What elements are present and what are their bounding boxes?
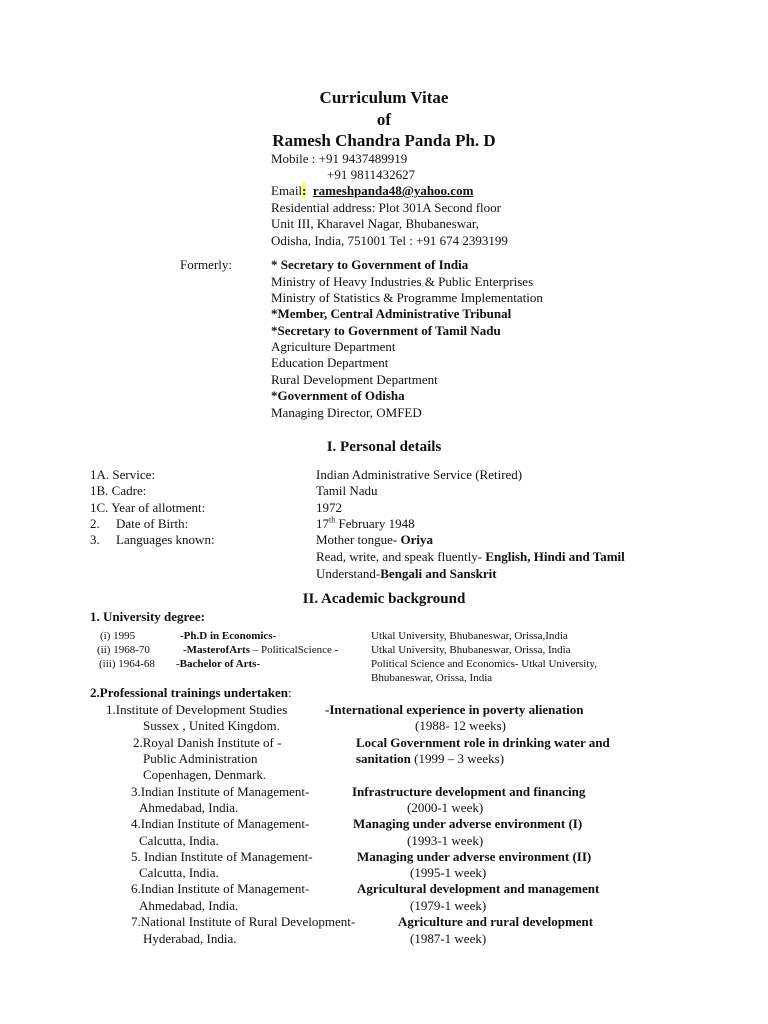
training-location: Calcutta, India. xyxy=(139,865,219,880)
cadre-label: 1B. Cadre: xyxy=(90,483,147,498)
training-location: Ahmedabad, India. xyxy=(139,800,239,815)
training-duration: (1995-1 week) xyxy=(410,865,487,880)
formerly-line: Ministry of Heavy Industries & Public Enterprises xyxy=(271,274,534,289)
degree-institution: Political Science and Economics- Utkal University, xyxy=(371,658,597,670)
cadre-value: Tamil Nadu xyxy=(316,483,378,498)
university-degree-heading: 1. University degree: xyxy=(90,609,205,624)
training-duration: (1979-1 week) xyxy=(410,898,487,913)
training-topic: Infrastructure development and financing xyxy=(352,784,586,799)
address-line-2: Unit III, Kharavel Nagar, Bhubaneswar, xyxy=(271,216,479,231)
formerly-line: *Member, Central Administrative Tribunal xyxy=(271,306,512,321)
training-institution: 4.Indian Institute of Management- xyxy=(131,816,310,831)
training-institution: 1.Institute of Development Studies xyxy=(106,702,288,717)
training-topic: Managing under adverse environment (II) xyxy=(357,849,592,864)
formerly-line: Agriculture Department xyxy=(271,339,396,354)
service-label: 1A. Service: xyxy=(90,467,155,482)
training-topic: -International experience in poverty alienation xyxy=(325,702,584,717)
languages-number: 3. xyxy=(90,532,100,547)
email-label: Email xyxy=(271,183,303,198)
training-location: Sussex , United Kingdom. xyxy=(143,718,280,733)
address-line-3: Odisha, India, 751001 Tel : +91 674 2393199 xyxy=(271,233,508,248)
languages-label: Languages known: xyxy=(116,532,215,547)
degree-institution-line-2: Bhubaneswar, Orissa, India xyxy=(371,672,493,684)
formerly-line: Managing Director, OMFED xyxy=(271,405,422,420)
title-line-2: of xyxy=(376,110,392,129)
degree-institution: Utkal University, Bhubaneswar, Orissa, India xyxy=(371,644,571,656)
training-institution: 5. Indian Institute of Management- xyxy=(131,849,313,864)
service-value: Indian Administrative Service (Retired) xyxy=(316,467,523,482)
formerly-line: *Secretary to Government of Tamil Nadu xyxy=(271,323,501,338)
formerly-line: Education Department xyxy=(271,355,389,370)
formerly-line: Ministry of Statistics & Programme Implementation xyxy=(271,290,543,305)
training-topic: Agricultural development and management xyxy=(357,881,600,896)
training-institution: 6.Indian Institute of Management- xyxy=(131,881,310,896)
email-colon: : xyxy=(302,183,307,198)
title-line-1: Curriculum Vitae xyxy=(319,88,449,107)
training-location: Ahmedabad, India. xyxy=(139,898,239,913)
training-topic-line-2: sanitation (1999 – 3 weeks) xyxy=(356,751,505,766)
training-institution: 7.National Institute of Rural Development- xyxy=(131,914,356,929)
mobile-label: Mobile : xyxy=(271,151,319,166)
personal-details-heading: I. Personal details xyxy=(326,439,442,455)
address-line-1: Residential address: Plot 301A Second floor xyxy=(271,200,502,215)
dob-label: Date of Birth: xyxy=(116,516,189,531)
trainings-heading: 2.Professional trainings undertaken: xyxy=(90,685,292,700)
training-institution: 2.Royal Danish Institute of - xyxy=(133,735,282,750)
understand-languages: Understand-Bengali and Sanskrit xyxy=(316,566,497,581)
degree-year: (ii) 1968-70 xyxy=(97,644,150,656)
email-link[interactable]: rameshpanda48@yahoo.com xyxy=(312,183,474,198)
mother-tongue: Mother tongue- Oriya xyxy=(316,532,433,547)
training-location: Copenhagen, Denmark. xyxy=(143,767,267,782)
fluent-languages: Read, write, and speak fluently- English, Hindi and Tamil xyxy=(316,549,625,564)
training-topic: Managing under adverse environment (I) xyxy=(353,816,583,831)
training-duration: (2000-1 week) xyxy=(407,800,484,815)
training-duration: (1988- 12 weeks) xyxy=(415,718,506,733)
allotment-value: 1972 xyxy=(316,500,342,515)
degree-name: -MasterofArts – PoliticalScience - xyxy=(183,644,339,656)
title-name: Ramesh Chandra Panda Ph. D xyxy=(272,131,496,150)
training-duration: (1993-1 week) xyxy=(407,833,484,848)
training-location: Calcutta, India. xyxy=(139,833,219,848)
training-institution-line-2: Public Administration xyxy=(143,751,258,766)
mobile-number-2: +91 9811432627 xyxy=(327,167,416,182)
email-line xyxy=(271,183,473,199)
degree-name: -Bachelor of Arts- xyxy=(176,658,261,670)
training-institution: 3.Indian Institute of Management- xyxy=(131,784,310,799)
dob-value: 17th February 1948 xyxy=(316,515,415,531)
training-topic: Local Government role in drinking water and xyxy=(356,735,610,750)
degree-name: -Ph.D in Economics- xyxy=(180,630,277,642)
allotment-label: 1C. Year of allotment: xyxy=(90,500,206,515)
degree-institution: Utkal University, Bhubaneswar, Orissa,India xyxy=(371,630,568,642)
formerly-line: *Government of Odisha xyxy=(271,388,405,403)
training-topic: Agriculture and rural development xyxy=(398,914,594,929)
formerly-label: Formerly: xyxy=(180,257,232,272)
mobile-number-1: +91 9437489919 xyxy=(318,151,408,166)
formerly-line: Rural Development Department xyxy=(271,372,438,387)
degree-year: (i) 1995 xyxy=(100,630,136,642)
training-duration: (1987-1 week) xyxy=(410,931,487,946)
degree-year: (iii) 1964-68 xyxy=(99,658,155,670)
mobile-line xyxy=(271,151,407,167)
academic-heading: II. Academic background xyxy=(302,591,466,607)
dob-number: 2. xyxy=(90,516,100,531)
training-location: Hyderabad, India. xyxy=(143,931,237,946)
formerly-line: * Secretary to Government of India xyxy=(271,257,469,272)
